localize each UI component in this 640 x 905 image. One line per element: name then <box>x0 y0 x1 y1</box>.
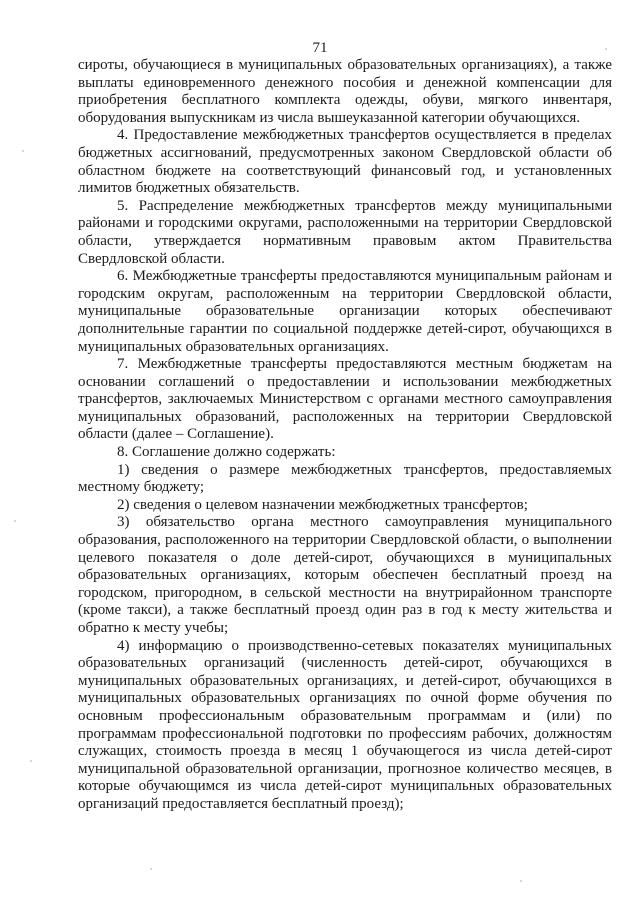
paragraph-6: 6. Межбюджетные трансферты предоставляются муниципальным районам и городским округам, расположенным на территории Свердловской области, муниципальные образовательные организации которых обеспечивают дополнительные гарантии по социальной поддержке детей-сирот, обучающихся в муниципальных образовательных организациях. <box>78 268 612 355</box>
list-item-3: 3) обязательство органа местного самоуправления муниципального образования, расположенного на территории Свердловской области, о выполнении целевого показателя о доле детей-сирот, обучающихся в муниципальных образовательных организациях, которым обеспечен бесплатный проезд на городском, пригородном, в сельской местности на внутрирайонном транспорте (кроме такси), а также бесплатный проезд один раз в год к месту жительства и обратно к месту учебы; <box>78 514 612 636</box>
scan-speck <box>30 760 32 762</box>
scan-speck <box>520 880 522 882</box>
list-item-1: 1) сведения о размере межбюджетных трансфертов, предоставляемых местному бюджету; <box>78 461 612 496</box>
paragraph-7: 7. Межбюджетные трансферты предоставляются местным бюджетам на основании соглашений о предоставлении и использовании межбюджетных трансфертов, заключаемых Министерством с органами местного самоуправления муниципальных образований, расположенных на территории Свердловской области (далее – Соглашение). <box>78 356 612 443</box>
scan-speck <box>605 48 607 50</box>
scan-speck <box>150 868 152 870</box>
paragraph-5: 5. Распределение межбюджетных трансфертов между муниципальными районами и городскими округами, расположенными на территории Свердловской области, утверждается нормативным правовым актом Правительства Свердловской области. <box>78 197 612 267</box>
paragraph-8: 8. Соглашение должно содержать: <box>117 444 336 461</box>
paragraph-4: 4. Предоставление межбюджетных трансфертов осуществляется в пределах бюджетных ассигнований, предусмотренных законом Свердловской области об областном бюджете на соответствующий финансовый год, и установленных лимитов бюджетных обязательств. <box>78 127 612 197</box>
page-number: 71 <box>312 40 328 56</box>
paragraph-continuation: сироты, обучающиеся в муниципальных образовательных организациях), а также выплаты единовременного денежного пособия и денежной компенсации для приобретения бесплатного комплекта одежды, обуви, мягкого инвентаря, оборудования выпускникам из числа вышеуказанной категории обучающихся. <box>78 57 612 126</box>
scan-speck <box>22 150 24 152</box>
list-item-2: 2) сведения о целевом назначении межбюджетных трансфертов; <box>117 496 528 513</box>
scan-speck <box>14 520 16 522</box>
document-body <box>78 57 612 814</box>
list-item-4: 4) информацию о производственно-сетевых показателях муниципальных образовательных организаций (численность детей-сирот, обучающихся в муниципальных образовательных организациях, и детей-сирот, обучающихся в муниципальных образовательных организациях по очной форме обучения по основным профессиональным образовательным программам и (или) по программам профессиональной подготовки по профессиям рабочих, должностям служащих, стоимость проезда в месяц 1 обучающегося из числа детей-сирот муниципальной образовательной организации, прогнозное количество месяцев, в которые обучающимся из числа детей-сирот муниципальных образовательных организаций предоставляется бесплатный проезд); <box>78 637 612 812</box>
